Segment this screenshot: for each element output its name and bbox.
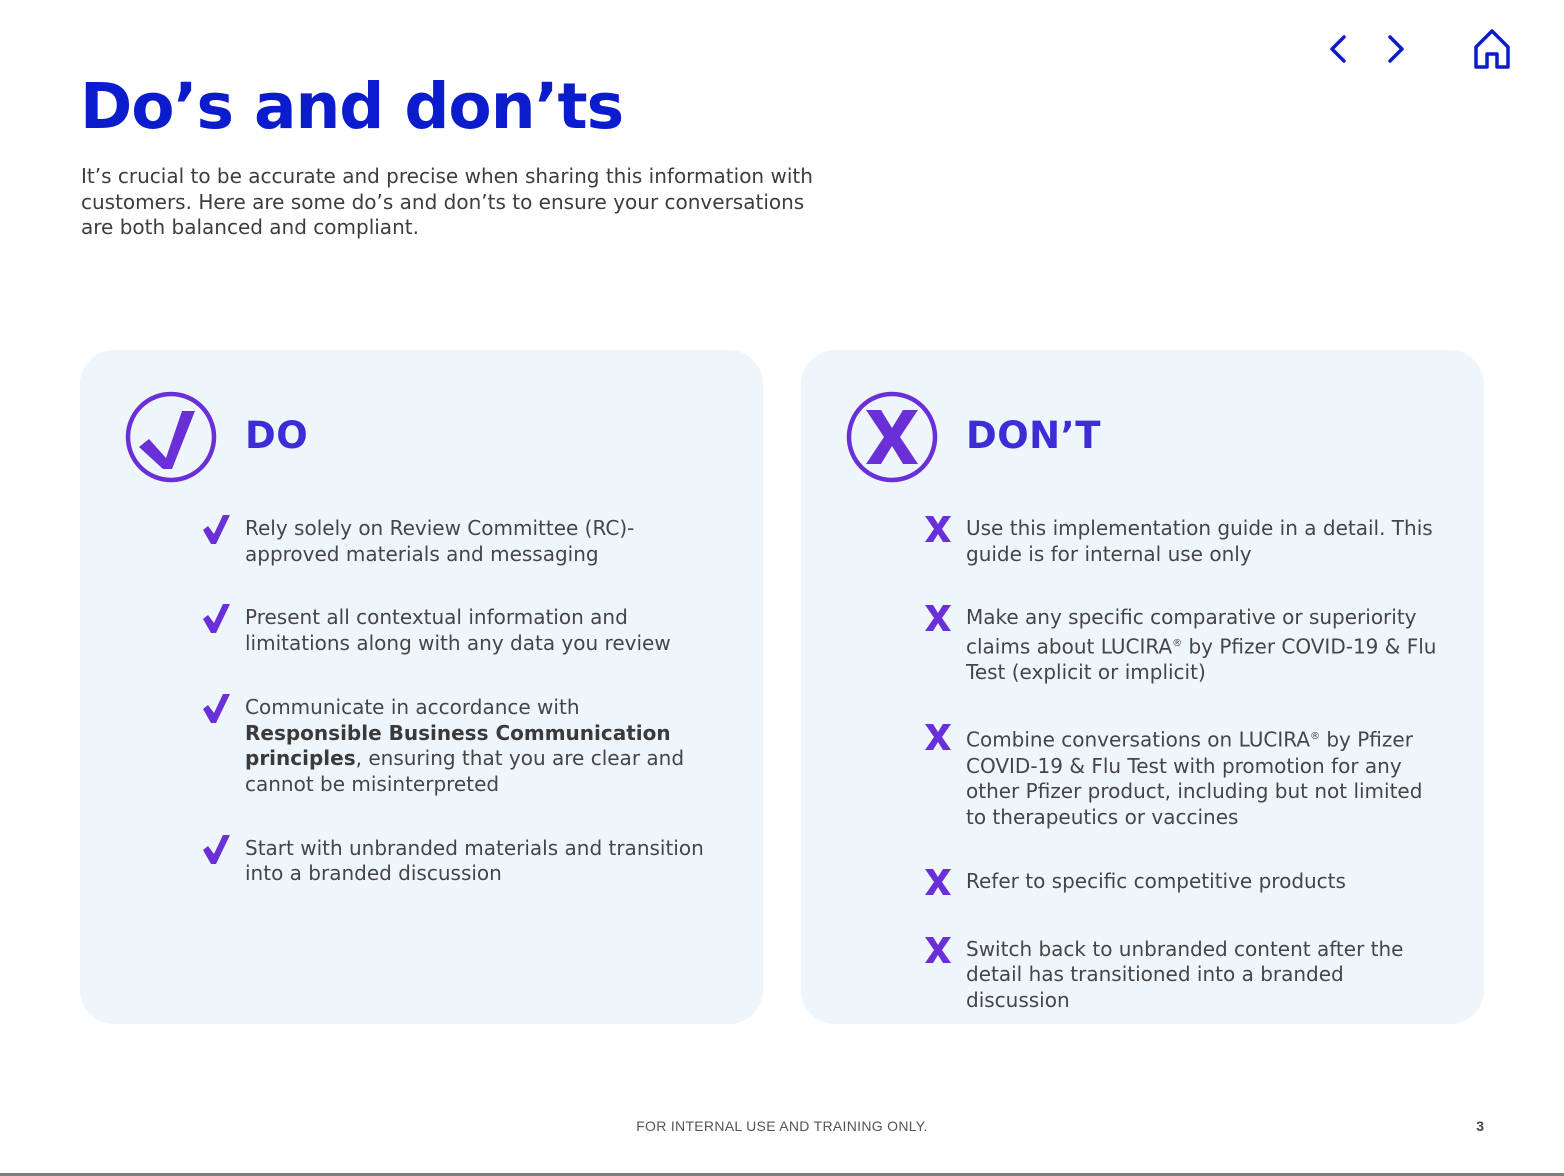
do-list-item: [202, 516, 743, 567]
dont-list-item: [923, 869, 1464, 899]
dont-item-text: [966, 605, 1446, 686]
do-item-text: [245, 695, 715, 798]
x-icon: [923, 512, 953, 546]
chevron-right-icon: [1385, 34, 1407, 64]
home-icon: [1472, 27, 1512, 71]
do-heading: DO: [245, 414, 309, 457]
do-card: [80, 350, 763, 1024]
registered-mark: ®: [1310, 731, 1320, 743]
do-item-text: Present all contextual information and limitations along with any data you review: [245, 605, 671, 656]
x-icon: [923, 601, 953, 635]
check-icon: [202, 512, 232, 546]
previous-page-button[interactable]: [1318, 27, 1358, 71]
do-list-item: [202, 695, 743, 798]
dont-item-text-lead: Make any specific comparative or superiority claims about LUCIRA: [966, 605, 1417, 659]
page-number: 3: [1476, 1118, 1484, 1134]
chevron-left-icon: [1327, 34, 1349, 64]
do-item-text: Start with unbranded materials and transition into a branded discussion: [245, 835, 704, 886]
x-circle-icon: [846, 391, 938, 483]
home-button[interactable]: [1472, 27, 1512, 71]
dont-item-text-lead: Combine conversations on LUCIRA: [966, 727, 1310, 752]
slide-navigation: [1318, 26, 1512, 72]
dont-item-text-tail: by Pfizer COVID-19 & Flu Test with promotion for any other Pfizer product, including but not limited to therapeutics or vaccines: [966, 727, 1423, 829]
dont-list-item: [923, 724, 1464, 830]
x-icon: [923, 720, 953, 754]
x-icon: [923, 933, 953, 967]
do-item-text: Rely solely on Review Committee (RC)-approved materials and messaging: [245, 516, 635, 566]
responsible-business-communication-link-text: Responsible Business Communication principles: [245, 720, 671, 771]
dont-heading: DON’T: [966, 414, 1101, 457]
check-icon: [202, 691, 232, 725]
check-icon: [202, 601, 232, 635]
dont-list-item: [923, 516, 1464, 567]
do-item-text-lead: Communicate in accordance with: [245, 694, 580, 719]
dont-item-text: [966, 724, 1446, 830]
intro-paragraph: It’s crucial to be accurate and precise when sharing this information with customers. Here are some do’s and don’ts to ensure your conversations are both balanced and compliant.: [81, 164, 813, 240]
dont-list-item: [923, 605, 1464, 686]
dont-item-text-tail: by Pfizer COVID-19 & Flu Test (explicit or implicit): [966, 634, 1437, 685]
next-page-button[interactable]: [1376, 27, 1416, 71]
dont-item-text: Refer to specific competitive products: [966, 868, 1346, 893]
do-item-text-tail: , ensuring that you are clear and cannot be misinterpreted: [245, 746, 685, 796]
dont-list: [923, 516, 1464, 1052]
do-list-item: [202, 605, 743, 656]
registered-mark: ®: [1172, 638, 1183, 650]
do-list-item: [202, 836, 743, 887]
check-icon: [202, 832, 232, 866]
check-circle-icon: [125, 391, 217, 483]
dont-item-text: Switch back to unbranded content after the detail has transitioned into a branded discussion: [966, 936, 1404, 1013]
do-list: [202, 516, 743, 925]
dont-list-item: [923, 937, 1464, 1014]
dont-item-text: Use this implementation guide in a detail. This guide is for internal use only: [966, 516, 1433, 566]
footer-note: FOR INTERNAL USE AND TRAINING ONLY.: [636, 1118, 928, 1134]
page-title: Do’s and don’ts: [80, 70, 624, 143]
dont-card: [801, 350, 1484, 1024]
x-icon: [923, 865, 953, 899]
